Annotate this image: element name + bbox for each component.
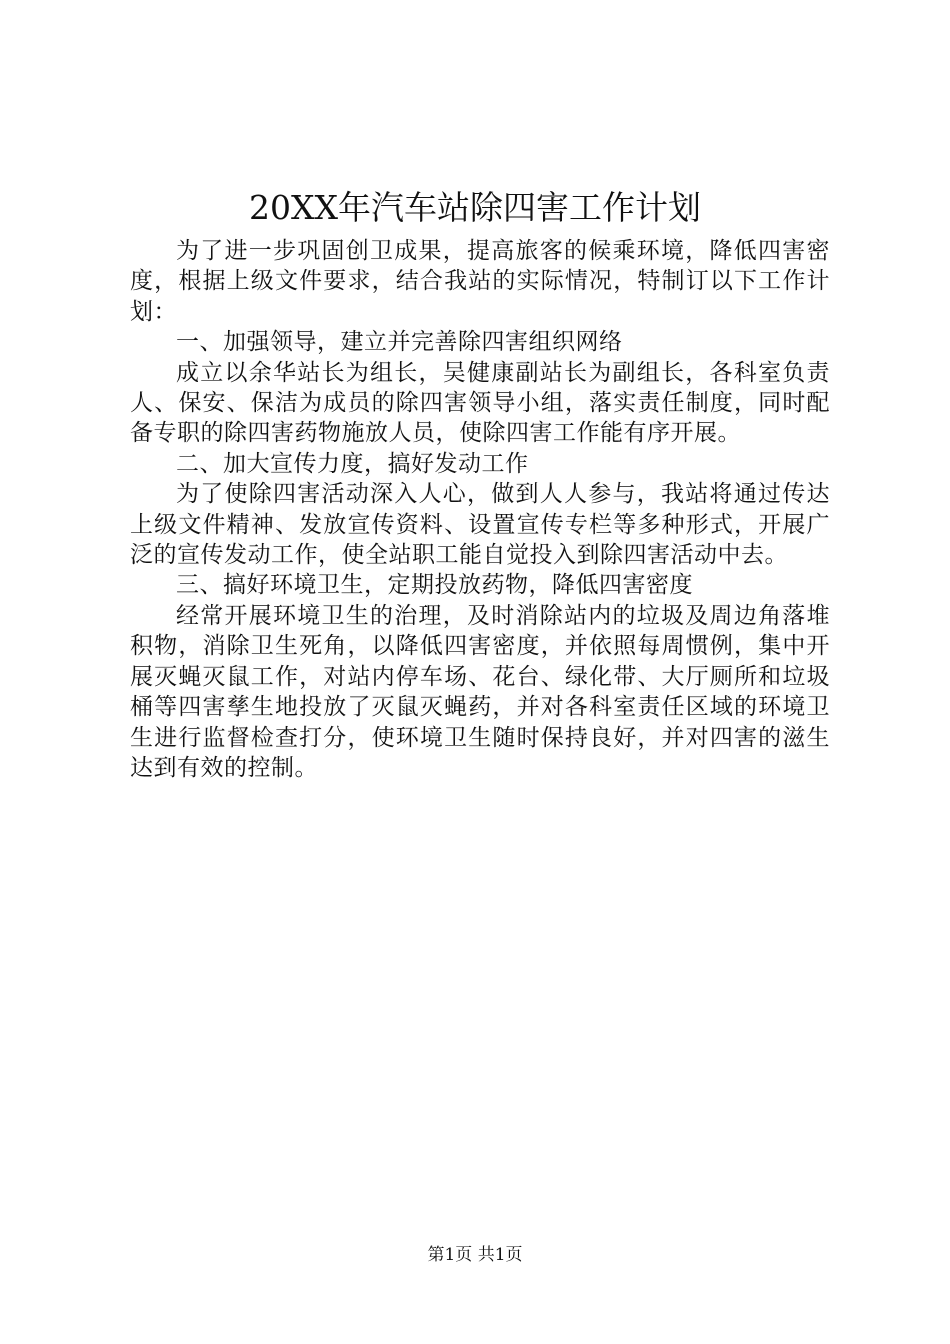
section-paragraph-3: 经常开展环境卫生的治理，及时消除站内的垃圾及周边角落堆积物，消除卫生死角，以降低四害密度，并依照每周惯例，集中开展灭蝇灭鼠工作，对站内停车场、花台、绿化带、大厅厕所和垃圾桶等四害孳生地投放了灭鼠灭蝇药，并对各科室责任区域的环境卫生进行监督检查打分，使环境卫生随时保持良好，并对四害的滋生达到有效的控制。 xyxy=(130,602,830,781)
intro-paragraph: 为了进一步巩固创卫成果，提高旅客的候乘环境，降低四害密度，根据上级文件要求，结合我站的实际情况，特制订以下工作计划： xyxy=(130,238,830,325)
section-heading-1: 一、加强领导，建立并完善除四害组织网络 xyxy=(176,329,623,356)
section-heading-3: 三、搞好环境卫生，定期投放药物，降低四害密度 xyxy=(176,572,693,599)
section-paragraph-1: 成立以余华站长为组长，吴健康副站长为副组长，各科室负责人、保安、保洁为成员的除四害领导小组，落实责任制度，同时配备专职的除四害药物施放人员，使除四害工作能有序开展。 xyxy=(130,359,830,447)
page-number-footer: 第1页 共1页 xyxy=(427,1245,523,1265)
section-paragraph-2: 为了使除四害活动深入人心，做到人人参与，我站将通过传达上级文件精神、发放宣传资料、设置宣传专栏等多种形式，开展广泛的宣传发动工作，使全站职工能自觉投入到除四害活动中去。 xyxy=(130,481,830,569)
section-heading-2: 二、加大宣传力度，搞好发动工作 xyxy=(176,450,529,477)
document-body xyxy=(130,236,830,783)
document-title: 20XX年汽车站除四害工作计划 xyxy=(249,188,701,227)
